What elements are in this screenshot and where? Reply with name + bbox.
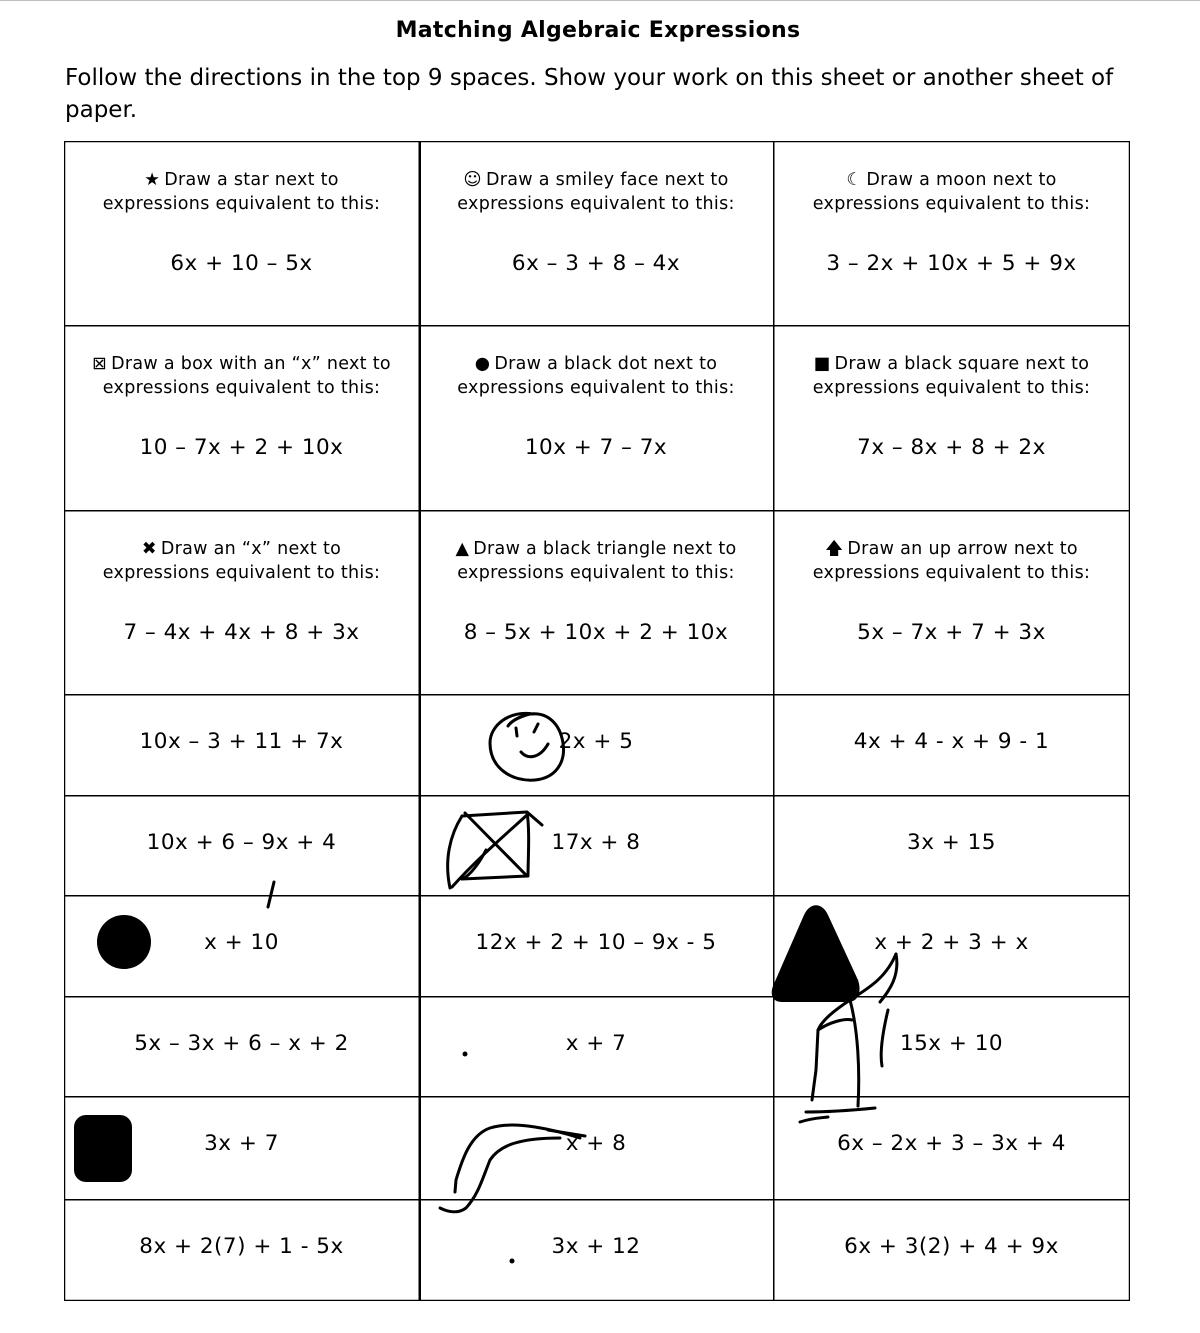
moon-icon: ☾ — [846, 170, 863, 190]
page-title: Matching Algebraic Expressions — [395, 18, 801, 43]
x-mark-icon: ✖ — [141, 539, 157, 559]
black-dot-icon: ● — [474, 354, 491, 374]
target-expression: 6x – 3 + 8 – 4x — [511, 251, 681, 276]
smiley-face-icon: ☺ — [463, 170, 482, 190]
instruction-text: ★ Draw a star next to expressions equivalent to this: — [102, 170, 381, 214]
expression-text: 2x + 5 — [558, 729, 634, 754]
page-top-rule — [0, 0, 1200, 1]
target-expression: 10x + 7 – 7x — [524, 435, 668, 460]
up-arrow-icon: 🡅 — [825, 539, 844, 559]
expression-text: 10x – 3 + 11 + 7x — [139, 729, 344, 754]
instruction-text: ☺ Draw a smiley face next to expressions equivalent to this: — [457, 170, 735, 214]
directions: Follow the directions in the top 9 spaces. Show your work on this sheet or another sheet of paper. — [65, 65, 1114, 123]
table-grid — [64, 141, 1130, 1301]
expression-text: 3x + 7 — [204, 1131, 279, 1156]
expression-text: 6x – 2x + 3 – 3x + 4 — [837, 1131, 1066, 1156]
expression-text: 8x + 2(7) + 1 - 5x — [139, 1234, 344, 1259]
target-expression: 7 – 4x + 4x + 8 + 3x — [123, 620, 360, 645]
target-expression: 10 – 7x + 2 + 10x — [139, 435, 344, 460]
expression-text: 12x + 2 + 10 – 9x - 5 — [475, 930, 717, 955]
expression-text: 3x + 12 — [551, 1234, 641, 1259]
expression-text: 4x + 4 - x + 9 - 1 — [853, 729, 1050, 754]
target-expression: 8 – 5x + 10x + 2 + 10x — [463, 620, 729, 645]
instruction-text: ⊠ Draw a box with an “x” next to expressions equivalent to this: — [92, 354, 391, 398]
expression-text: 17x + 8 — [551, 830, 641, 855]
expression-text: 10x + 6 – 9x + 4 — [146, 830, 337, 855]
expression-text: x + 10 — [204, 930, 279, 955]
instruction-text: ☾ Draw a moon next to expressions equivalent to this: — [812, 170, 1091, 214]
instruction-text: 🡅 Draw an up arrow next to expressions equivalent to this: — [812, 539, 1091, 583]
expression-text: x + 8 — [565, 1131, 627, 1156]
instruction-text: ▲ Draw a black triangle next to expressions equivalent to this: — [455, 539, 737, 583]
target-expression: 6x + 10 – 5x — [170, 251, 313, 276]
expression-text: x + 7 — [565, 1031, 627, 1056]
expression-text: 15x + 10 — [899, 1031, 1004, 1056]
star-icon: ★ — [144, 170, 161, 190]
expression-text: x + 2 + 3 + x — [874, 930, 1029, 955]
black-square-icon: ■ — [813, 354, 831, 374]
black-triangle-icon: ▲ — [455, 539, 470, 559]
expression-text: 3x + 15 — [907, 830, 996, 855]
target-expression: 7x – 8x + 8 + 2x — [857, 435, 1046, 460]
expression-text: 6x + 3(2) + 4 + 9x — [844, 1234, 1059, 1259]
worksheet-table — [64, 141, 1130, 1301]
expression-text: 5x – 3x + 6 – x + 2 — [134, 1031, 349, 1056]
box-with-x-icon: ⊠ — [92, 354, 108, 374]
target-expression: 3 – 2x + 10x + 5 + 9x — [826, 251, 1077, 276]
instruction-text: ■ Draw a black square next to expressions equivalent to this: — [812, 354, 1091, 398]
target-expression: 5x – 7x + 7 + 3x — [857, 620, 1046, 645]
instruction-text: ✖ Draw an “x” next to expressions equivalent to this: — [102, 539, 381, 583]
instruction-text: ● Draw a black dot next to expressions equivalent to this: — [457, 354, 735, 398]
